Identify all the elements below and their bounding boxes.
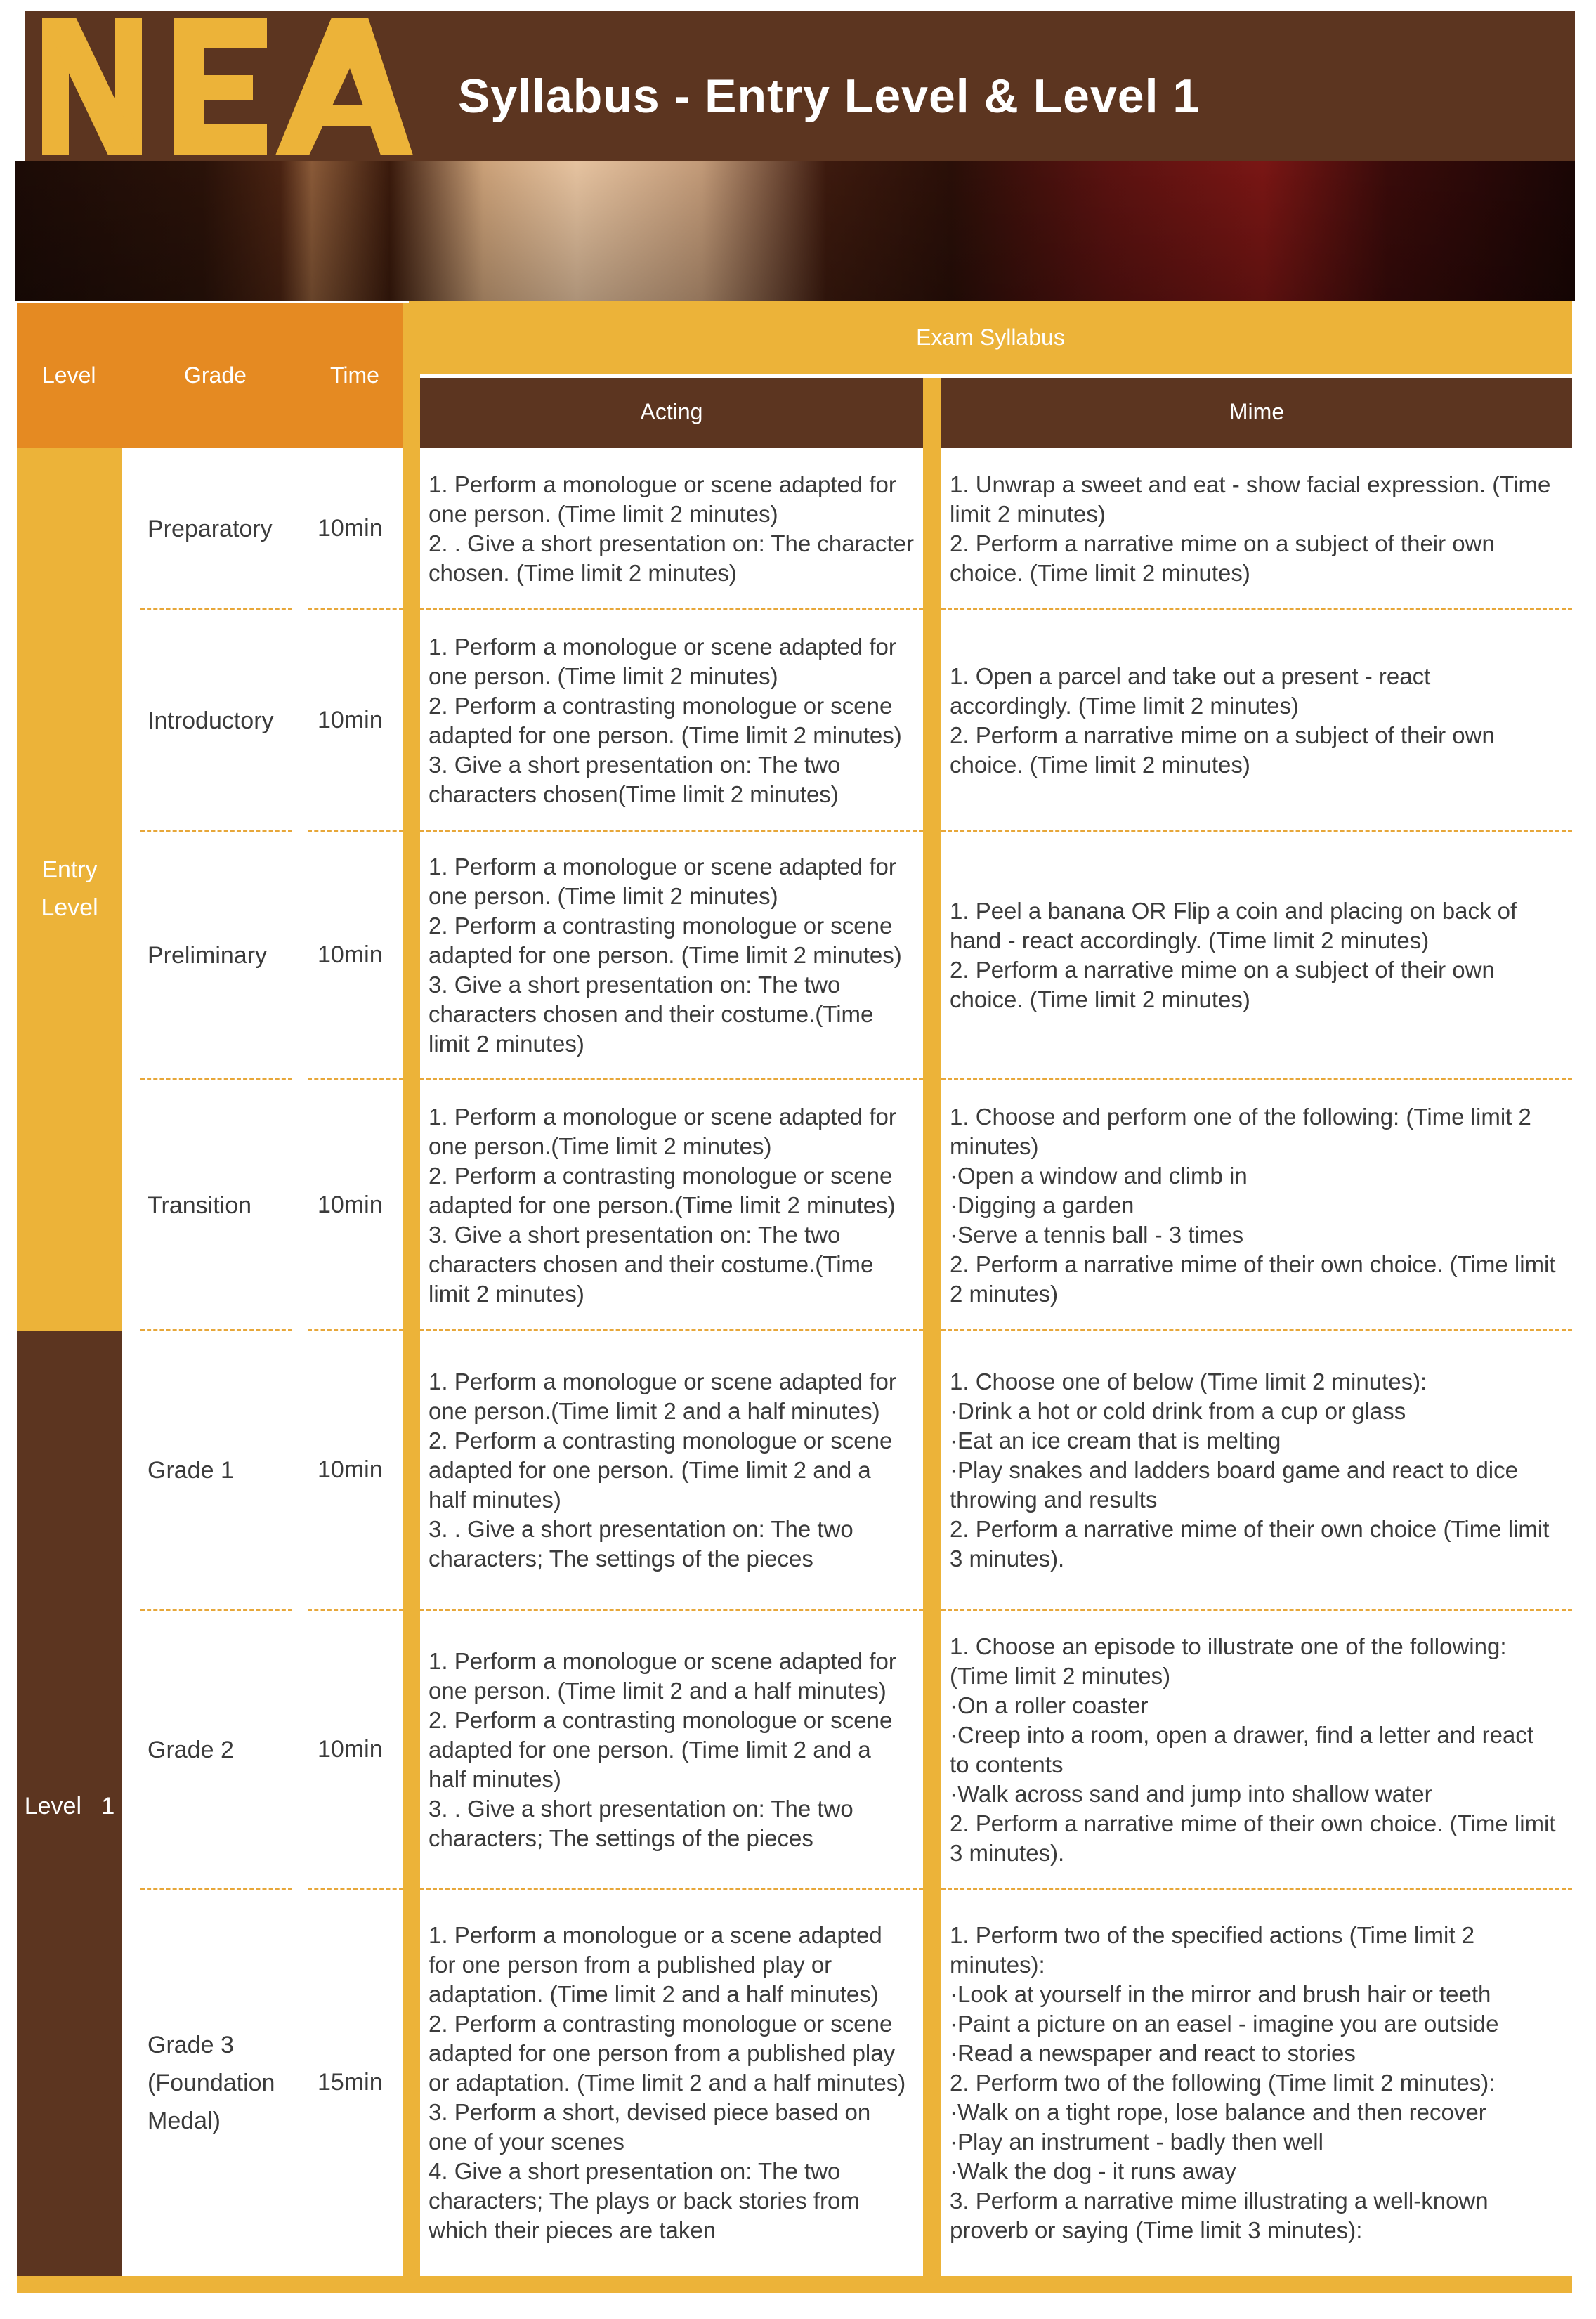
time-value: 15min <box>318 2069 383 2096</box>
mime-cell-line: 1. Open a parcel and take out a present - react <box>950 663 1431 689</box>
acting-cell-line: 2. Perform a contrasting monologue or scene <box>429 913 893 939</box>
row-divider <box>941 830 1572 832</box>
grade-line: Preliminary <box>148 942 268 969</box>
mime-cell-line: 1. Choose and perform one of the following: (Time limit 2 <box>950 1104 1531 1130</box>
grade-line: Grade 3 <box>148 2032 234 2058</box>
mime-cell-line: accordingly. (Time limit 2 minutes) <box>950 693 1299 719</box>
row-divider <box>140 1888 292 1890</box>
acting-cell-line: 1. Perform a monologue or scene adapted for <box>429 471 896 497</box>
acting-cell-line: 3. Give a short presentation on: The two <box>429 752 841 778</box>
time-value: 10min <box>318 515 383 542</box>
mime-cell-line: ·Drink a hot or cold drink from a cup or glass <box>950 1398 1406 1424</box>
mime-cell-line: proverb or saying (Time limit 3 minutes): <box>950 2217 1363 2243</box>
mime-cell-line: ·Play an instrument - badly then well <box>950 2129 1323 2155</box>
level-header: Level <box>42 362 96 388</box>
grade-line: (Foundation <box>148 2070 275 2096</box>
mime-cell <box>950 1367 1568 1574</box>
mime-cell <box>950 1921 1568 2245</box>
grade-line: Grade 2 <box>148 1737 234 1763</box>
mime-cell-line: throwing and results <box>950 1487 1158 1513</box>
acting-cell-line: characters; The settings of the pieces <box>429 1825 813 1851</box>
acting-cell-line: 2. . Give a short presentation on: The character <box>429 530 914 556</box>
row-divider <box>140 1329 292 1331</box>
acting-cell-line: 1. Perform a monologue or scene adapted for <box>429 1104 896 1130</box>
mime-cell-line: ·Eat an ice cream that is melting <box>950 1428 1281 1454</box>
time-value: 10min <box>318 941 383 968</box>
grade-header: Grade <box>184 362 247 388</box>
acting-cell-line: 3. Give a short presentation on: The two <box>429 972 841 998</box>
mime-cell-line: 1. Unwrap a sweet and eat - show facial expression. (Time <box>950 471 1551 497</box>
mime-cell-line: ·Creep into a room, open a drawer, find a letter and react <box>950 1722 1533 1748</box>
grade-line: Introductory <box>148 707 274 734</box>
acting-cell-line: 1. Perform a monologue or a scene adapted <box>429 1922 882 1948</box>
mime-cell-line: 3. Perform a narrative mime illustrating a well-known <box>950 2188 1489 2214</box>
acting-cell-line: 3. Give a short presentation on: The two <box>429 1222 841 1248</box>
grade-label <box>148 510 273 548</box>
mime-cell <box>950 896 1568 1014</box>
row-divider <box>941 1329 1572 1331</box>
row-divider <box>308 1609 403 1611</box>
mime-cell-line: ·Walk on a tight rope, lose balance and then recover <box>950 2099 1486 2125</box>
acting-cell-line: 3. . Give a short presentation on: The two <box>429 1516 853 1542</box>
time-header: Time <box>330 362 379 388</box>
mime-cell-line: ·Look at yourself in the mirror and brush hair or teeth <box>950 1981 1491 2007</box>
grade-label <box>148 936 267 974</box>
mime-cell-line: ·Play snakes and ladders board game and react to dice <box>950 1457 1518 1483</box>
acting-cell-line: for one person from a published play or <box>429 1952 832 1978</box>
row-divider <box>941 608 1572 610</box>
time-value: 10min <box>318 1456 383 1483</box>
mime-cell-line: 1. Choose an episode to illustrate one of the following: <box>950 1633 1507 1659</box>
time-value: 10min <box>318 1191 383 1218</box>
mime-cell-line: choice. (Time limit 2 minutes) <box>950 752 1250 778</box>
acting-cell-line: one person. (Time limit 2 minutes) <box>429 883 778 909</box>
acting-cell <box>429 1367 920 1574</box>
grade-label <box>148 2026 275 2140</box>
mime-cell-line: 3 minutes). <box>950 1546 1065 1572</box>
acting-cell-line: characters chosen and their costume.(Time <box>429 1251 874 1277</box>
acting-cell <box>429 1102 920 1309</box>
acting-cell-line: half minutes) <box>429 1766 561 1792</box>
mime-cell-line: 2 minutes) <box>950 1281 1059 1307</box>
mime-cell <box>950 662 1568 780</box>
acting-cell-line: characters; The settings of the pieces <box>429 1546 813 1572</box>
mime-cell-line: (Time limit 2 minutes) <box>950 1663 1171 1689</box>
mime-cell-line: ·Open a window and climb in <box>950 1163 1248 1189</box>
acting-cell <box>429 1921 920 2245</box>
acting-cell-line: which their pieces are taken <box>429 2217 717 2243</box>
grade-line: Grade 1 <box>148 1457 234 1484</box>
acting-cell-line: 3. . Give a short presentation on: The two <box>429 1796 853 1822</box>
acting-cell-line: one person.(Time limit 2 minutes) <box>429 1133 772 1159</box>
entry-level-label: Entry Level <box>41 856 98 921</box>
mime-cell-line: ·Walk across sand and jump into shallow water <box>950 1781 1432 1807</box>
acting-cell-line: adaptation. (Time limit 2 and a half minutes) <box>429 1981 879 2007</box>
row-divider <box>420 1078 923 1080</box>
acting-cell-line: adapted for one person.(Time limit 2 minutes) <box>429 1192 896 1218</box>
mime-cell-line: limit 2 minutes) <box>950 501 1106 527</box>
row-divider <box>140 830 292 832</box>
acting-cell-line: 2. Perform a contrasting monologue or scene <box>429 693 893 719</box>
grade-label <box>148 1731 234 1769</box>
mime-cell-line: ·Walk the dog - it runs away <box>950 2158 1236 2184</box>
acting-cell-line: 1. Perform a monologue or scene adapted for <box>429 1648 896 1674</box>
mime-cell-line: 2. Perform two of the following (Time limit 2 minutes): <box>950 2070 1496 2096</box>
mime-cell-line: 3 minutes). <box>950 1840 1065 1866</box>
grade-line: Medal) <box>148 2108 221 2134</box>
mime-cell-line: ·Digging a garden <box>950 1192 1134 1218</box>
row-divider <box>308 830 403 832</box>
acting-cell-line: adapted for one person. (Time limit 2 minutes) <box>429 722 902 748</box>
page-title: Syllabus - Entry Level & Level 1 <box>458 70 1201 123</box>
mime-cell-line: ·On a roller coaster <box>950 1692 1149 1718</box>
acting-cell <box>429 1647 920 1853</box>
acting-cell <box>429 632 920 809</box>
acting-cell-line: one person. (Time limit 2 and a half minutes) <box>429 1678 887 1704</box>
mime-cell-line: 2. Perform a narrative mime on a subject of their own <box>950 957 1495 983</box>
acting-cell-line: adapted for one person. (Time limit 2 and a <box>429 1737 871 1763</box>
row-divider <box>308 1329 403 1331</box>
acting-cell-line: characters chosen and their costume.(Time <box>429 1001 874 1027</box>
mime-cell-line: ·Read a newspaper and react to stories <box>950 2040 1356 2066</box>
mime-cell <box>950 1632 1568 1868</box>
row-divider <box>140 1078 292 1080</box>
row-divider <box>420 1888 923 1890</box>
acting-cell-line: 1. Perform a monologue or scene adapted for <box>429 1368 896 1394</box>
acting-cell-line: adapted for one person. (Time limit 2 and a <box>429 1457 871 1483</box>
acting-cell-line: limit 2 minutes) <box>429 1031 584 1057</box>
row-divider <box>420 1609 923 1611</box>
mime-cell-line: 1. Choose one of below (Time limit 2 minutes): <box>950 1368 1427 1394</box>
acting-cell-line: 1. Perform a monologue or scene adapted for <box>429 854 896 880</box>
mime-cell-line: to contents <box>950 1751 1064 1777</box>
mime-cell-line: hand - react accordingly. (Time limit 2 minutes) <box>950 927 1430 953</box>
mime-cell <box>950 470 1568 588</box>
acting-cell <box>429 470 920 588</box>
acting-label: Acting <box>640 399 703 424</box>
row-divider <box>308 608 403 610</box>
mime-cell-line: 1. Perform two of the specified actions (Time limit 2 <box>950 1922 1475 1948</box>
row-divider <box>941 1609 1572 1611</box>
acting-cell-line: 2. Perform a contrasting monologue or scene <box>429 1163 893 1189</box>
mime-cell-line: ·Serve a tennis ball - 3 times <box>950 1222 1244 1248</box>
acting-cell-line: one person. (Time limit 2 minutes) <box>429 663 778 689</box>
row-divider <box>308 1888 403 1890</box>
acting-cell-line: 3. Perform a short, devised piece based on <box>429 2099 871 2125</box>
acting-cell-line: chosen. (Time limit 2 minutes) <box>429 560 737 586</box>
acting-cell-line: 1. Perform a monologue or scene adapted for <box>429 634 896 660</box>
acting-cell-line: 2. Perform a contrasting monologue or scene <box>429 1707 893 1733</box>
mime-cell-line: choice. (Time limit 2 minutes) <box>950 986 1250 1012</box>
acting-cell-line: characters; The plays or back stories from <box>429 2188 860 2214</box>
acting-cell-line: 2. Perform a contrasting monologue or scene <box>429 1428 893 1454</box>
acting-cell-line: one of your scenes <box>429 2129 624 2155</box>
row-divider <box>140 1609 292 1611</box>
mime-cell-line: 2. Perform a narrative mime on a subject of their own <box>950 530 1495 556</box>
grade-line: Transition <box>148 1192 252 1219</box>
acting-cell-line: 4. Give a short presentation on: The two <box>429 2158 841 2184</box>
mime-label: Mime <box>1229 399 1285 424</box>
grade-label <box>148 1451 234 1489</box>
acting-cell-line: characters chosen(Time limit 2 minutes) <box>429 781 839 807</box>
acting-cell-line: adapted for one person from a published play <box>429 2040 896 2066</box>
time-value: 10min <box>318 1736 383 1763</box>
mime-cell <box>950 1102 1568 1309</box>
acting-cell-line: one person. (Time limit 2 minutes) <box>429 501 778 527</box>
mime-cell-line: 2. Perform a narrative mime on a subject of their own <box>950 722 1495 748</box>
mime-cell-line: 2. Perform a narrative mime of their own choice. (Time limit <box>950 1810 1556 1836</box>
grade-label <box>148 702 274 740</box>
mime-cell-line: 2. Perform a narrative mime of their own choice. (Time limit <box>950 1251 1556 1277</box>
mime-cell-line: ·Paint a picture on an easel - imagine you are outside <box>950 2011 1499 2037</box>
acting-cell-line: one person.(Time limit 2 and a half minutes) <box>429 1398 880 1424</box>
row-divider <box>941 1078 1572 1080</box>
mime-cell-line: 2. Perform a narrative mime of their own choice (Time limit <box>950 1516 1550 1542</box>
row-divider <box>420 830 923 832</box>
row-divider <box>140 608 292 610</box>
acting-cell <box>429 852 920 1059</box>
acting-cell-line: half minutes) <box>429 1487 561 1513</box>
row-divider <box>308 1078 403 1080</box>
acting-cell-line: adapted for one person. (Time limit 2 minutes) <box>429 942 902 968</box>
row-divider <box>420 608 923 610</box>
time-value: 10min <box>318 707 383 733</box>
acting-cell-line: 2. Perform a contrasting monologue or scene <box>429 2011 893 2037</box>
mime-cell-line: minutes) <box>950 1133 1039 1159</box>
row-divider <box>941 1888 1572 1890</box>
grade-line: Preparatory <box>148 516 273 542</box>
grade-label <box>148 1187 251 1224</box>
mime-cell-line: choice. (Time limit 2 minutes) <box>950 560 1250 586</box>
row-divider <box>420 1329 923 1331</box>
acting-cell-line: or adaptation. (Time limit 2 and a half minutes) <box>429 2070 906 2096</box>
exam-syllabus-label: Exam Syllabus <box>916 325 1065 350</box>
level-1-label: Level 1 <box>24 1793 115 1820</box>
mime-cell-line: 1. Peel a banana OR Flip a coin and placing on back of <box>950 898 1517 924</box>
acting-cell-line: limit 2 minutes) <box>429 1281 584 1307</box>
mime-cell-line: minutes): <box>950 1952 1045 1978</box>
